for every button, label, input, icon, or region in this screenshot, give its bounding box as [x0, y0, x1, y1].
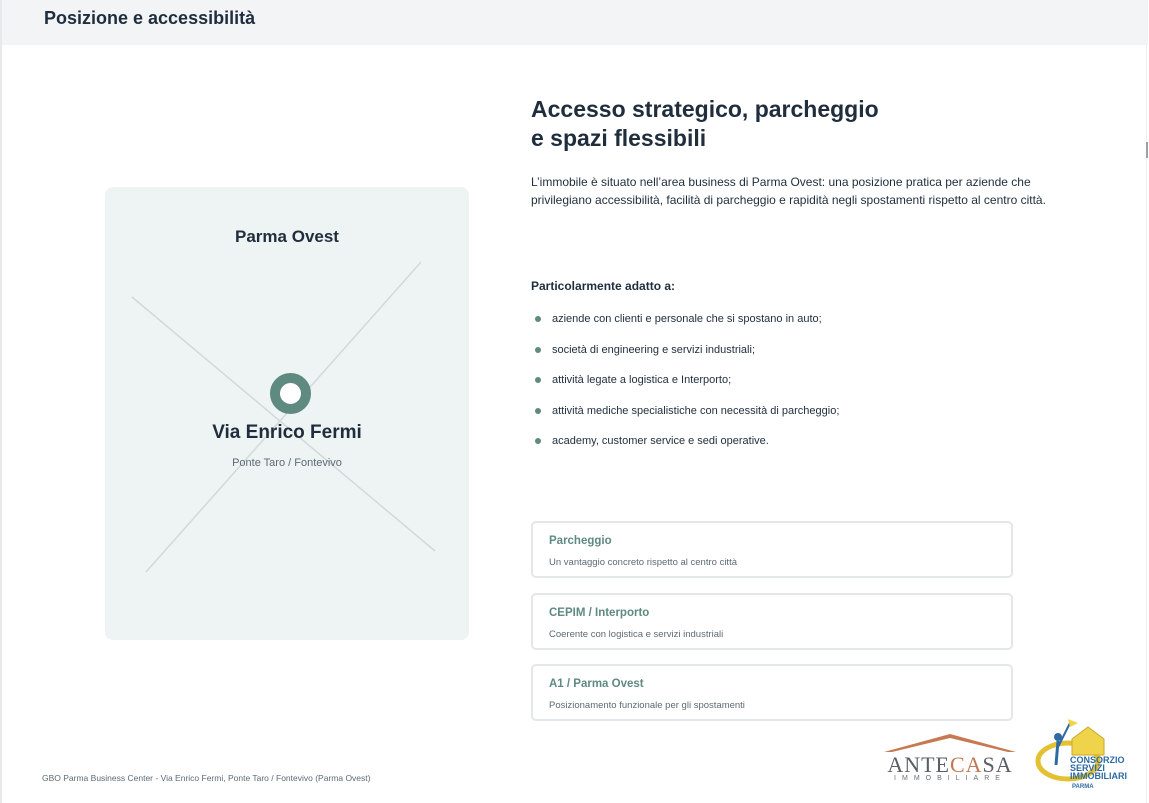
list-item-text: attività legate a logistica e Interporto; [552, 374, 732, 386]
antecasa-logo [880, 732, 1020, 787]
intro-paragraph: L’immobile è situato nell’area business di Parma Ovest: una posizione pratica per aziende che privilegiano accessibilità, facilità di parcheggio e rapidità negli spostamenti rispetto al centro città. [531, 175, 1046, 207]
feature-card-motorway [531, 664, 1013, 721]
antecasa-subtitle: IMMOBILIARE [894, 775, 1006, 782]
headline [531, 95, 951, 153]
list-item [531, 402, 839, 433]
feature-title: CEPIM / Interporto [549, 607, 650, 619]
section-title: Posizione e accessibilità [44, 8, 256, 28]
feature-subtitle: Posizionamento funzionale per gli spostamenti [549, 700, 745, 711]
consorzio-wordmark: CONSORZIO SERVIZI IMMOBILIARI [1070, 755, 1127, 781]
bullet-icon [535, 377, 541, 383]
map-area-label: Parma Ovest [235, 227, 339, 246]
feature-title: A1 / Parma Ovest [549, 678, 644, 690]
map-locality-label: Ponte Taro / Fontevivo [232, 457, 342, 469]
bullet-icon [535, 316, 541, 322]
feature-card-interporto [531, 593, 1013, 650]
consorzio-city: PARMA [1072, 784, 1094, 790]
antecasa-wordmark: ANTECASA [887, 752, 1013, 777]
feature-title: Parcheggio [549, 535, 612, 547]
list-item-text: società di engineering e servizi industriali; [552, 343, 755, 356]
footer-note: GBO Parma Business Center - Via Enrico Fermi, Ponte Taro / Fontevivo (Parma Ovest) [42, 773, 371, 783]
header-band [2, 0, 1148, 45]
map-street-label: Via Enrico Fermi [212, 422, 362, 443]
bullet-icon [535, 438, 541, 444]
suited-heading: Particolarmente adatto a: [531, 279, 676, 293]
headline-line-2: e spazi flessibili [531, 125, 707, 151]
list-item [531, 371, 839, 402]
suited-list [531, 310, 839, 463]
feature-card-parking [531, 521, 1013, 578]
feature-subtitle: Coerente con logistica e servizi industriali [549, 629, 724, 640]
bullet-icon [535, 347, 541, 353]
edge-marker [1146, 142, 1148, 158]
map-card [105, 187, 469, 640]
headline-line-1: Accesso strategico, parcheggio [531, 96, 879, 122]
consorzio-logo [1034, 715, 1139, 795]
list-item-text: academy, customer service e sedi operative. [552, 435, 769, 447]
list-item [531, 432, 839, 463]
map-road-line-b [146, 262, 421, 572]
list-item-text: aziende con clienti e personale che si spostano in auto; [552, 313, 822, 325]
list-item [531, 310, 839, 341]
feature-subtitle: Un vantaggio concreto rispetto al centro città [549, 557, 737, 568]
list-item [531, 341, 839, 372]
location-pin-icon [270, 373, 311, 414]
bullet-icon [535, 408, 541, 414]
list-item-text: attività mediche specialistiche con necessità di parcheggio; [552, 404, 840, 417]
